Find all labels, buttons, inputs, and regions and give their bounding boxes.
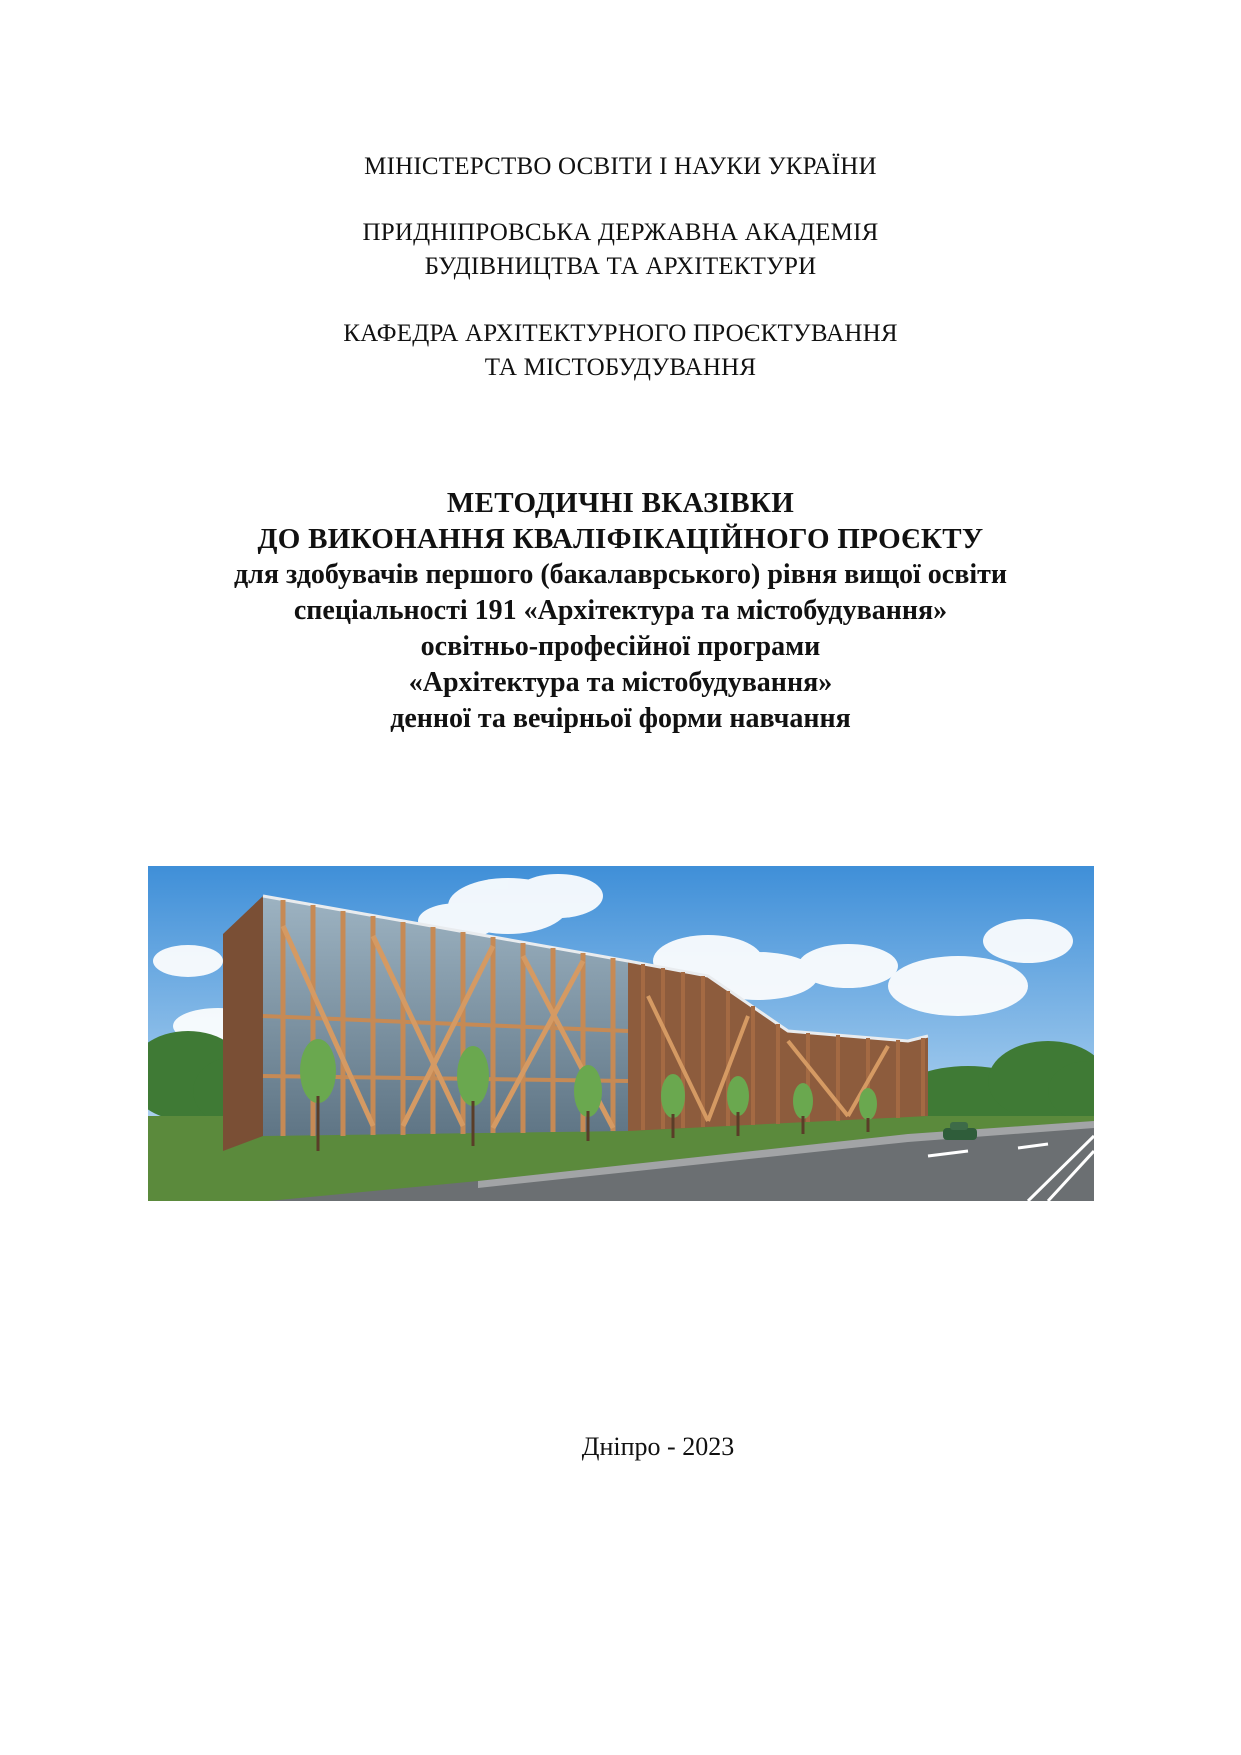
building-side-wall bbox=[223, 896, 263, 1151]
title-line-1: МЕТОДИЧНІ ВКАЗІВКИ bbox=[446, 487, 795, 519]
city-year: Дніпро - 2023 bbox=[581, 1432, 735, 1461]
department-line-2: ТА МІСТОБУДУВАННЯ bbox=[484, 354, 757, 381]
title-line-2: ДО ВИКОНАННЯ КВАЛІФІКАЦІЙНОГО ПРОЄКТУ bbox=[257, 523, 984, 555]
title-line-4: спеціальності 191 «Архітектура та містобудування» bbox=[293, 595, 948, 626]
title-line-5: освітньо-професійної програми bbox=[420, 631, 821, 662]
academy-heading bbox=[0, 216, 1241, 284]
academy-line-2: БУДІВНИЦТВА ТА АРХІТЕКТУРИ bbox=[424, 253, 817, 280]
department-line-1: КАФЕДРА АРХІТЕКТУРНОГО ПРОЄКТУВАННЯ bbox=[343, 320, 898, 347]
title-line-7: денної та вечірньої форми навчання bbox=[390, 703, 851, 734]
title-line-6: «Архітектура та містобудування» bbox=[408, 667, 833, 698]
department-heading bbox=[0, 317, 1241, 385]
title-line-3: для здобувачів першого (бакалаврського) рівня вищої освіти bbox=[233, 559, 1007, 590]
ministry-heading bbox=[0, 150, 1241, 184]
building-rendering-image bbox=[148, 866, 1094, 1201]
academy-line-1: ПРИДНІПРОВСЬКА ДЕРЖАВНА АКАДЕМІЯ bbox=[362, 219, 879, 246]
document-title bbox=[0, 485, 1241, 737]
ministry-line: МІНІСТЕРСТВО ОСВІТИ І НАУКИ УКРАЇНИ bbox=[364, 153, 877, 180]
